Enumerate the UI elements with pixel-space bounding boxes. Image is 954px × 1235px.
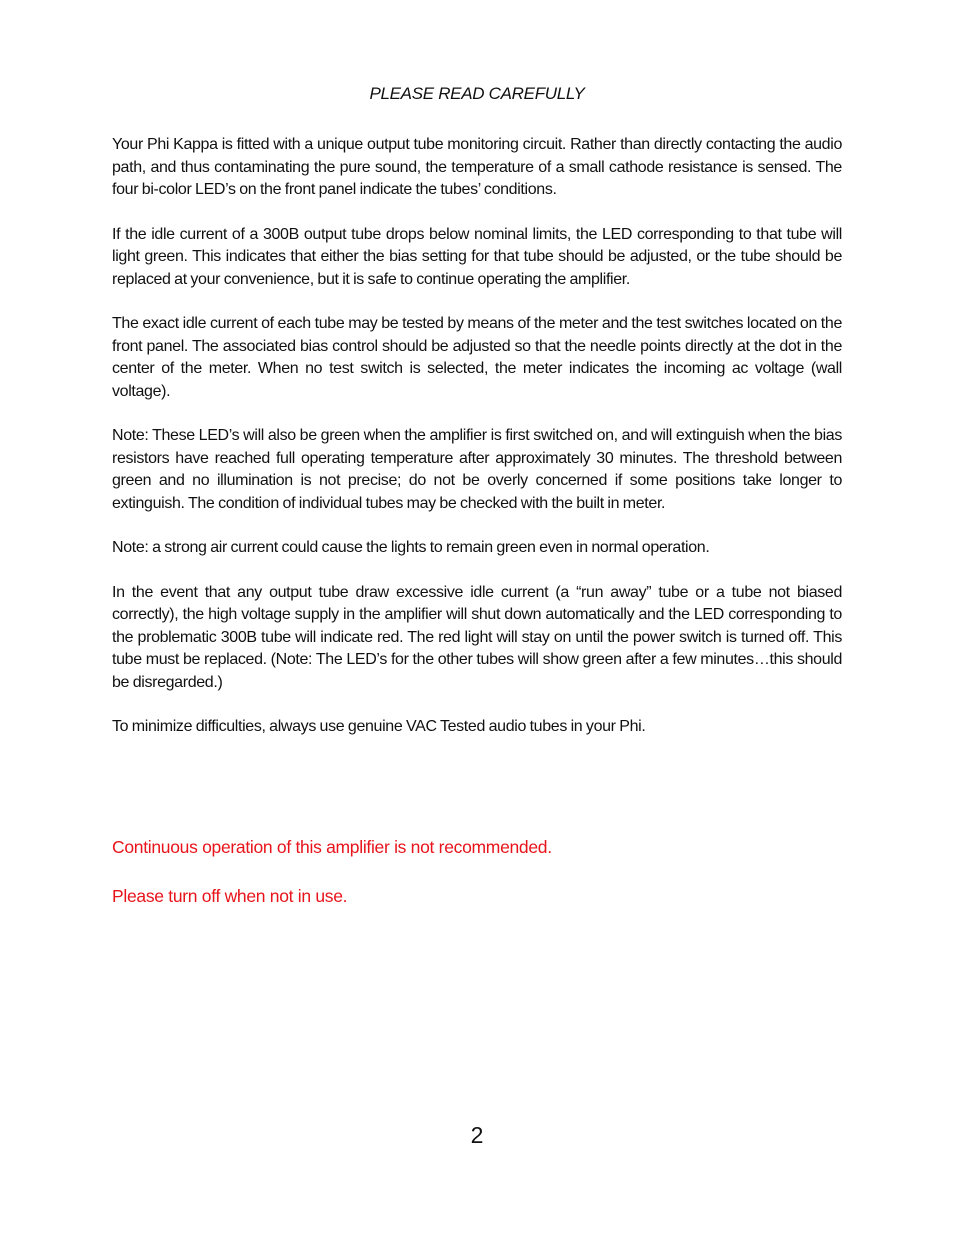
warning-continuous-operation: Continuous operation of this amplifier is not recommended. xyxy=(112,837,552,857)
paragraph-idle-current-green: If the idle current of a 300B output tube drops below nominal limits, the LED corresponding to that tube will light green. This indicates that either the bias setting for that tube should be adjusted, or the tube should be replaced at your convenience, but it is safe to continue operating the amplifier. xyxy=(112,225,842,288)
paragraph-note-air-current: Note: a strong air current could cause the lights to remain green even in normal operation. xyxy=(112,539,710,556)
page-heading: PLEASE READ CAREFULLY xyxy=(369,84,585,103)
paragraph-monitoring-circuit: Your Phi Kappa is fitted with a unique output tube monitoring circuit. Rather than directly contacting the audio path, and thus contaminating the pure sound, the temperature of a small cathode resistance is sensed. The four bi-color LED’s on the front panel indicate the tubes’ conditions. xyxy=(112,136,842,198)
page-number: 2 xyxy=(470,1122,484,1148)
warning-block xyxy=(112,835,842,933)
paragraph-note-warmup: Note: These LED’s will also be green when the amplifier is first switched on, and will extinguish when the bias resistors have reached full operating temperature after approximately 30 minutes. The threshold between green and no illumination is not precise; do not be overly concerned if some positions take longer to extinguish. The condition of individual tubes may be checked with the built in meter. xyxy=(112,427,842,512)
paragraph-meter-test: The exact idle current of each tube may be tested by means of the meter and the test switches located on the front panel. The associated bias control should be adjusted so that the needle points directly at the dot in the center of the meter. When no test switch is selected, the meter indicates the incoming ac voltage (wall voltage). xyxy=(112,315,842,400)
paragraph-vac-tubes: To minimize difficulties, always use genuine VAC Tested audio tubes in your Phi. xyxy=(112,718,646,735)
body-text xyxy=(112,134,842,761)
warning-turn-off: Please turn off when not in use. xyxy=(112,886,348,906)
paragraph-excessive-current: In the event that any output tube draw excessive idle current (a “run away” tube or a tube not biased correctly), the high voltage supply in the amplifier will shut down automatically and the LED corresponding to the problematic 300B tube will indicate red. The red light will stay on until the power switch is turned off. This tube must be replaced. (Note: The LED’s for the other tubes will show green after a few minutes…this should be disregarded.) xyxy=(112,583,842,691)
